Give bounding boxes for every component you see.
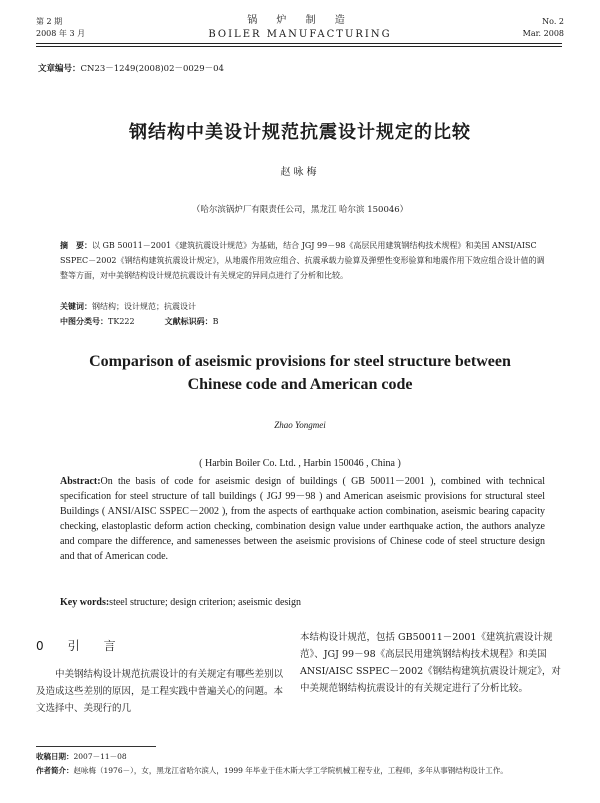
- footnote-author-bio: [36, 765, 556, 776]
- issue-number-en: No. 2: [542, 17, 564, 26]
- page-title-en: [0, 350, 600, 396]
- abstract-en: [60, 474, 545, 564]
- keywords-en: [60, 597, 301, 608]
- intro-left-column: 中美钢结构设计规范抗震设计的有关规定有哪些差别以及造成这些差别的原因，是工程实践中普遍关心的问题。本文选择中、美现行的几: [36, 669, 284, 714]
- intro-right-column: 本结构设计规范，包括 GB50011－2001《建筑抗震设计规范》、JGJ 99－98《高层民用建筑钢结构技术规程》和美国 ANSI/AISC SSPEC－2002《钢结构建筑抗震设计规定》，对中美规范钢结构抗震设计的有关规定进行了分析比较。: [300, 632, 561, 694]
- abstract-zh: [60, 238, 548, 283]
- author-bio-text: 赵咏梅（1976－），女，黑龙江省哈尔滨人，1999 年毕业于佳木斯大学工学院机械工程专业，工程师，多年从事钢结构设计工作。: [73, 766, 508, 775]
- header-rule: [36, 43, 562, 44]
- section-heading-intro: 0 引 言: [36, 639, 122, 653]
- doc-code-value: B: [212, 317, 219, 326]
- abstract-zh-text: 以 GB 50011－2001《建筑抗震设计规范》为基础，结合 JGJ 99－98《高层民用建筑钢结构技术规程》和美国 ANSI/AISC SSPEC－2002《钢结构建筑抗震设计规定》，从地震作用效应组合、抗震承载力验算及弹塑性变形验算和地震作用下效应组合设计值的调整等方面，对中美钢结构设计规范抗震设计有关规定的异同点进行了分析和比较。: [60, 241, 545, 280]
- journal-name: [0, 14, 600, 42]
- title-en-line-2: Chinese code and American code: [187, 376, 413, 393]
- journal-name-en: BOILER MANUFACTURING: [208, 29, 392, 40]
- journal-name-zh: 锅 炉 制 造: [247, 15, 353, 26]
- footnote-rule: [36, 746, 156, 747]
- affiliation-en: ( Harbin Boiler Co. Ltd. , Harbin 150046 , China ): [199, 458, 401, 469]
- title-en-line-1: Comparison of aseismic provisions for steel structure between: [89, 353, 511, 370]
- received-label: 收稿日期：: [36, 752, 74, 761]
- keywords-zh-text: 钢结构；设计规范；抗震设计: [92, 302, 196, 311]
- footnote-received: [36, 751, 556, 762]
- abstract-en-label: Abstract:: [60, 476, 101, 487]
- keywords-zh-label: 关键词：: [60, 302, 92, 311]
- keywords-en-text: steel structure; design criterion; aseismic design: [109, 597, 302, 608]
- issue-date-en: Mar. 2008: [522, 29, 564, 38]
- received-date: 2007－11－08: [73, 752, 127, 761]
- issue-date-zh: 2008 年 3 月: [36, 29, 86, 38]
- article-number-label: 文章编号：: [38, 64, 81, 74]
- article-number-value: CN23－1249(2008)02－0029－04: [80, 64, 224, 74]
- keywords-en-label: Key words:: [60, 597, 110, 608]
- abstract-en-text: On the basis of code for aseismic design of buildings ( GB 50011－2001 ), combined with technical specification for steel structure of tall buildings ( JGJ 99－98 ) and American aseismic provisions for structural steel Buildings ( ANSI/AISC SSPEC－2002 ), from the aspects of earthquake action combination, aseismic bearing capacity checking, elastoplastic deform action checking, combination design value under earthquake action, the authors analyze and compare the difference, and samenesses between the aseismic provisions of Chinese code of steel structure design and that of American code.: [60, 476, 545, 562]
- author-en: Zhao Yongmei: [274, 420, 326, 430]
- article-number: [38, 62, 224, 74]
- header-issue-info-en: [523, 16, 564, 40]
- clc-label: 中图分类号：: [60, 317, 108, 326]
- author-bio-label: 作者简介：: [36, 766, 74, 775]
- doc-code-label: 文献标识码：: [164, 317, 213, 326]
- issue-number-zh: 第 2 期: [36, 17, 63, 26]
- page-title-zh: 钢结构中美设计规范抗震设计规定的比较: [129, 122, 471, 143]
- header-rule-double: [36, 46, 562, 47]
- keywords-zh: [60, 301, 196, 312]
- abstract-zh-label: 摘 要：: [60, 241, 92, 250]
- affiliation-zh: （哈尔滨锅炉厂有限责任公司，黑龙江 哈尔滨 150046）: [191, 205, 409, 215]
- clc-value: TK222: [108, 317, 135, 326]
- author-zh: 赵咏梅: [280, 167, 320, 178]
- classification-zh: [60, 316, 218, 327]
